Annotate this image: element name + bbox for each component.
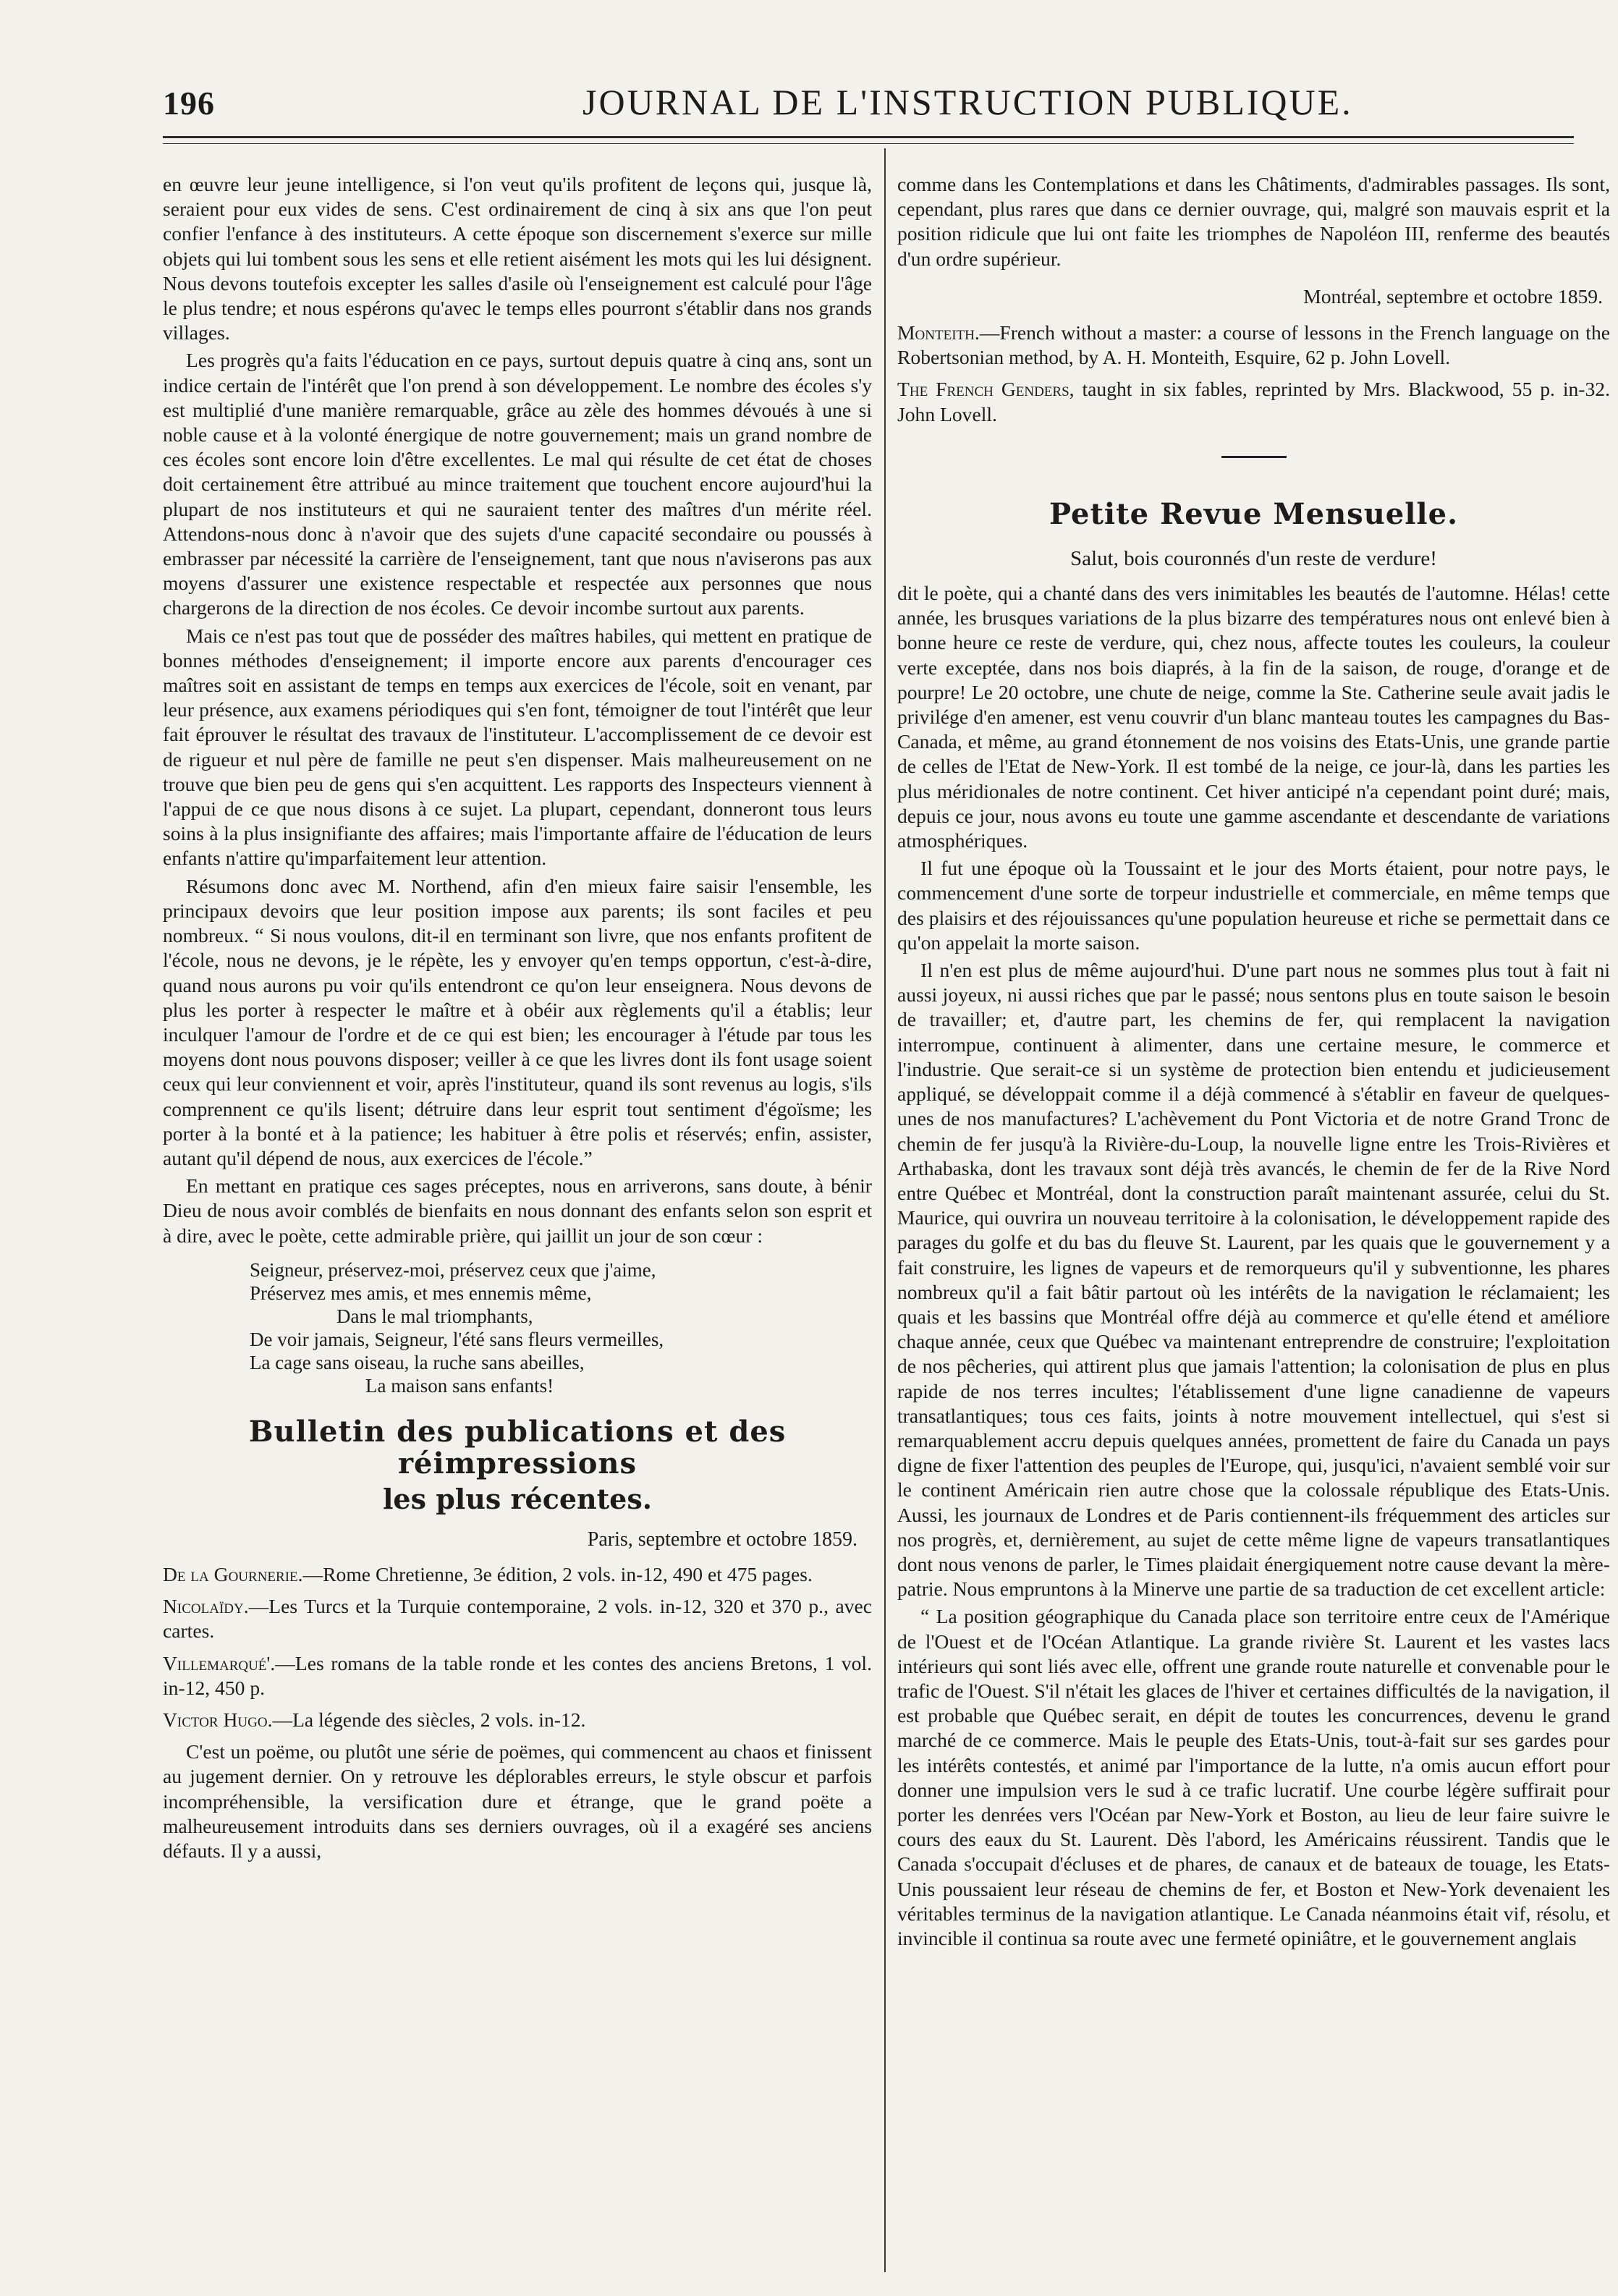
bibliography-entry xyxy=(163,1708,872,1732)
bibliography-entry xyxy=(163,1594,872,1643)
left-column xyxy=(163,172,872,1866)
bulletin-title-line2: les plus récentes. xyxy=(383,1482,652,1515)
entry-text: —Rome Chretienne, 3e édition, 2 vols. in-12, 490 et 475 pages. xyxy=(302,1562,813,1585)
entry-author: The French Genders, xyxy=(897,378,1075,401)
page-number: 196 xyxy=(163,85,215,122)
entry-text: —La légende des siècles, 2 vols. in-12. xyxy=(272,1708,586,1731)
entry-author: Monteith. xyxy=(897,321,980,344)
poem-line: La cage sans oiseau, la ruche sans abeilles, xyxy=(250,1351,585,1373)
entry-text: —Les romans de la table ronde et les contes des anciens Bretons, 1 vol. in-12, 450 p. xyxy=(163,1651,872,1699)
dateline: Montréal, septembre et octobre 1859. xyxy=(1303,284,1603,308)
poem-line: Dans le mal triomphants, xyxy=(336,1305,533,1327)
bibliography-entry xyxy=(163,1562,872,1587)
entry-author: De la Gournerie. xyxy=(163,1562,303,1585)
entry-author: Victor Hugo. xyxy=(163,1708,273,1731)
paragraph: Résumons donc avec M. Northend, afin d'en mieux faire saisir l'ensemble, les principaux devoirs que leur position impose aux parents; ils sont faciles et peu nombreux. “ Si nous voulons, dit-il en terminant son livre, que nos enfants profitent de l'école, nous ne devons, je le répète, les y envoyer qu'en temps opportun, c'est-à-dire, quand nous aurons pu voir qu'ils entendront ce qu'on leur enseignera. Nous devons de plus les porter à respecter le maître et à obéir aux règlements qu'il a établis; leur inculquer l'amour de l'ordre et de ce qui est bien; les encourager à l'étude par tous les moyens dont nous pouvons disposer; veiller à ce que les livres dont ils font usage soient ceux qui leur conviennent et voir, après l'instituteur, quand ils sont revenus au logis, s'ils comprennent ce qu'ils lisent; détruire dans leur esprit tout sentiment d'égoïsme; les porter à la bonté et à la patience; les habituer à être polis et réservés; enfin, assister, autant qu'il dépend de nous, aux exercices de l'école.” xyxy=(163,874,872,1169)
paragraph: en œuvre leur jeune intelligence, si l'on veut qu'ils profitent de leçons qui, jusque là, seraient pour eux vides de sens. C'est ordinairement de cinq à six ans que l'on peut confier l'enfance à des instituteurs. A cette époque son discernement s'exerce sur mille objets qui lui tombent sous les sens et elle retient aisément les mots qui les lui désignent. Nous devons toutefois excepter les salles d'asile où l'enseignement est calculé pour l'âge le plus tendre; et nous espérons qu'avec le temps elles pourront s'établir dans nos grands villages. xyxy=(163,173,872,344)
paragraph: Il fut une époque où la Toussaint et le jour des Morts étaient, pour notre pays, le commencement d'une sorte de torpeur industrielle et commerciale, en même temps que des plaisirs et des réjouissances qu'une population heureuse et riche se permettait dans ce qu'on appelait la morte saison. xyxy=(897,857,1610,954)
page-header xyxy=(163,78,1559,122)
epigraph: Salut, bois couronnés d'un reste de verdure! xyxy=(1070,546,1437,570)
paragraph: comme dans les Contemplations et dans les Châtiments, d'admirables passages. Ils sont, cependant, plus rares que dans ce dernier ouvrage, qui, malgré son mauvais esprit et la position ridicule que lui ont faite les triomphes de Napoléon III, renferme des beautés d'un ordre supérieur. xyxy=(897,173,1610,270)
poem-line: Préservez mes amis, et mes ennemis même, xyxy=(250,1282,592,1304)
paragraph: dit le poète, qui a chanté dans des vers inimitables les beautés de l'automne. Hélas! cette année, les brusques variations de la plus bizarre des températures nous ont enlevé bien à bonne heure ce reste de verdure, qui, chez nous, affecte toutes les couleurs, la couleur verte exceptée, dans nos bois diaprés, à la fin de la saison, de rouge, d'orange et de pourpre! Le 20 octobre, une chute de neige, comme la Ste. Catherine seule avait jadis le privilége d'en amener, est venu couvrir d'un blanc manteau toutes les campagnes du Bas-Canada, et même, au grand étonnement de nos voisins des Etats-Unis, une grande partie de celles de l'Etat de New-York. Il est tombé de la neige, ce jour-là, dans les parties les plus méridionales de notre continent. Cet hiver anticipé n'a cependant point duré; mais, depuis ce jour, nous avons eu toute une gamme ascendante et descendante de variations atmosphériques. xyxy=(897,582,1610,852)
section-divider xyxy=(1221,456,1287,458)
entry-author: Nicolaïdy. xyxy=(163,1595,249,1618)
poem-line: De voir jamais, Seigneur, l'été sans fleurs vermeilles, xyxy=(250,1328,664,1350)
header-rule-thin xyxy=(163,143,1574,144)
revue-title: Petite Revue Mensuelle. xyxy=(1049,496,1458,531)
entry-text: —French without a master: a course of lessons in the French language on the Robertsonian method, by A. H. Monteith, Esquire, 62 p. John Lovell. xyxy=(897,321,1610,369)
column-divider xyxy=(884,148,886,2272)
bulletin-dateline: Paris, septembre et octobre 1859. xyxy=(587,1528,857,1551)
bibliography-entry xyxy=(897,377,1610,426)
paragraph: Les progrès qu'a faits l'éducation en ce pays, surtout depuis quatre à cinq ans, sont un indice certain de l'intérêt que l'on prend à son développement. Le nombre des écoles s'y est multiplié d'une manière remarquable, grâce au zèle des hommes dévoués à une si noble cause et à la volonté énergique de notre gouvernement; mais un grand nombre de ces écoles sont encore loin d'être excellentes. Le mal qui résulte de cet état de choses doit certainement être attribué au mince traitement que touchent encore aujourd'hui la plupart de nos instituteurs et qui ne sauraient tenter des maîtres d'un mérite réel. Attendons-nous donc à n'avoir que des sujets d'une capacité secondaire ou poussés à embrasser par nécessité la carrière de l'enseignement, tant que nous n'aviserons pas aux moyens d'assurer une existence respectable et respectée aux personnes que nous chargerons de la direction de nos écoles. Ce devoir incombe surtout aux parents. xyxy=(163,349,872,619)
journal-title: JOURNAL DE L'INSTRUCTION PUBLIQUE. xyxy=(583,82,1353,122)
poem-line: Seigneur, préservez-moi, préservez ceux que j'aime, xyxy=(250,1258,656,1281)
entry-text: taught in six fables, reprinted by Mrs. Blackwood, 55 p. in-32. John Lovell. xyxy=(897,378,1610,425)
paragraph: “ La position géographique du Canada place son territoire entre ceux de l'Amérique de l'Ouest et de l'Océan Atlantique. La grande rivière St. Laurent et les vastes lacs intérieurs qui sont liés avec elle, offrent une grande route naturelle et convenable pour le trafic de l'Ouest. S'il n'était les glaces de l'hiver et certaines difficultés de la navigation, il est probable que Québec serait, en dépit de toutes les concurrences, devenu le grand marché de ce commerce. Mais le peuple des Etats-Unis, tout-à-fait sur ses gardes pour les intérêts contestés, et animé par l'importance de la lutte, n'a omis aucun effort pour donner une impulsion vers le sud à ce trafic lucratif. Une courbe légère suffirait pour porter les denrées vers l'Océan par New-York et Boston, au lieu de leur faire suivre le cours des eaux du St. Laurent. Dès l'abord, les Américains réussirent. Tandis que le Canada s'occupait d'écluses et de phares, de canaux et de bateaux de touage, les Etats-Unis poussaient leur réseau de chemins de fer, et Boston et New-York devenaient les véritables terminus de la navigation atlantique. Le Canada néanmoins était vif, résolu, et invincible il continua sa route avec une fermeté opiniâtre, et le gouvernement anglais xyxy=(897,1605,1610,1949)
bulletin-title: Bulletin des publications et des réimpressions xyxy=(248,1414,787,1480)
paragraph: Mais ce n'est pas tout que de posséder des maîtres habiles, qui mettent en pratique de bonnes méthodes d'enseignement; il importe encore aux parents d'encourager ces maîtres soit en assistant de temps en temps aux exercices de l'école, soit en venant, par leur présence, aux examens périodiques qui s'en font, témoigner de tout l'intérêt que leur fait éprouver le résultat des travaux de l'instituteur. L'accomplissement de ce devoir est de rigueur et nul père de famille ne peut s'en dispenser. Mais malheureusement on ne trouve que bien peu de gens qui s'en acquittent. Les rapports des Inspecteurs viennent à l'appui de ce que nous disons à ce sujet. La plupart, cependant, donneront tous leurs soins à la plus insignifiante des affaires; mais l'importante affaire de l'éducation de leurs enfants n'attire qu'imparfaitement leur attention. xyxy=(163,624,872,870)
header-rule xyxy=(163,136,1574,138)
right-column xyxy=(897,172,1610,1954)
entry-author: Villemarqué'. xyxy=(163,1651,276,1674)
poem-line: La maison sans enfants! xyxy=(365,1374,554,1397)
entry-text: —Les Turcs et la Turquie contemporaine, 2 vols. in-12, 320 et 370 p., avec cartes. xyxy=(163,1595,872,1643)
paragraph: En mettant en pratique ces sages préceptes, nous en arriverons, sans doute, à bénir Dieu de nous avoir comblés de bienfaits en nous donnant des enfants selon son esprit et à dire, avec le poète, cette admirable prière, qui jaillit un jour de son cœur : xyxy=(163,1174,872,1247)
bibliography-entry xyxy=(163,1651,872,1700)
paragraph: C'est un poëme, ou plutôt une série de poëmes, qui commencent au chaos et finissent au jugement dernier. On y retrouve les déplorables erreurs, le style obscur et parfois incompréhensible, la versification dure et étrange, que le grand poëte a malheureusement introduits dans ses derniers ouvrages, où il a exagéré ses anciens défauts. Il y a aussi, xyxy=(163,1740,872,1862)
bibliography-entry xyxy=(897,321,1610,370)
paragraph: Il n'en est plus de même aujourd'hui. D'une part nous ne sommes plus tout à fait ni aussi joyeux, ni aussi riches que par le passé; nous sentons plus en toute saison le besoin de travailler; et, d'autre part, les chemins de fer, qui remplacent la navigation interrompue, continuent à alimenter, dans une certaine mesure, le commerce et l'industrie. Que serait-ce si un système de protection bien entendu et judicieusement appliqué, se développait comme il a déjà commencé à s'établir en faveur de quelques-unes de nos manufactures? L'achèvement du Pont Victoria et de notre Grand Tronc de chemin de fer jusqu'à la Rivière-du-Loup, la nouvelle ligne entre les Trois-Rivières et Arthabaska, dont les travaux sont déjà très avancés, le chemin de fer de la Rive Nord entre Québec et Montréal, dont la construction paraît maintenant assurée, celui du St. Maurice, qui ouvrira un nouveau territoire à la colonisation, le développement rapide des parages du golfe et du bas du fleuve St. Laurent, par les quais que le gouvernement y a fait construire, les lignes de vapeurs et de remorqueurs qu'il y subventionne, les phares nombreux qu'il a fait bâtir partout où les intérêts de la navigation le réclamaient; les quais et les bassins que Montréal offre déjà au commerce et qu'elle étend et améliore chaque année, ceux que Québec va maintenant entreprendre de construire; l'exploitation de nos pêcheries, qui attirent plus que jamais l'attention; la colonisation de plus en plus rapide de nos terres incultes; l'établissement d'une ligne canadienne de vapeurs transatlantiques; tous ces faits, joints à notre mouvement intellectuel, qui s'est si remarquablement accru depuis quelques années, promettent de faire du Canada un pays digne de fixer l'attention des peuples de l'Europe, qui, jusqu'ici, n'avaient semblé voir sur le continent Américain rien autre chose que la colossale république des Etats-Unis. Aussi, les journaux de Londres et de Paris contiennent-ils fréquemment des articles sur nos progrès, et, dernièrement, au sujet de cette même ligne de vapeurs transatlantiques dont nous venons de parler, le Times plaidait énergiquement notre cause devant la mère-patrie. Nous empruntons à la Minerve une partie de sa traduction de cet excellent article: xyxy=(897,959,1610,1601)
poem xyxy=(163,1258,872,1397)
